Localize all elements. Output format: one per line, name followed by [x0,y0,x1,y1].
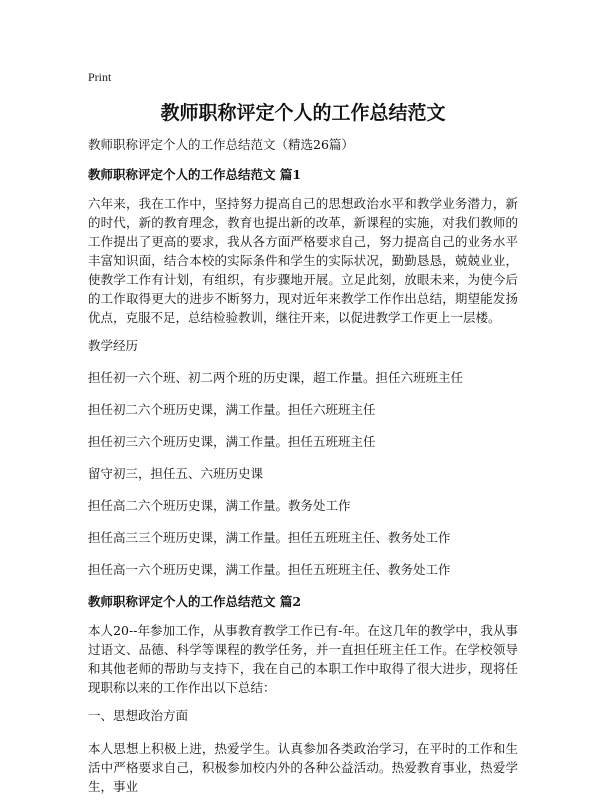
experience-item: 留守初三，担任五、六班历史课 [88,466,264,481]
section-2-heading: 教师职称评定个人的工作总结范文 篇2 [88,594,302,609]
section-2-paragraph-2: 本人思想上积极上进，热爱学生。认真参加各类政治学习，在平时的工作和生活中严格要求自己，积极参加校内外的各种公益活动。热爱教育事业，热爱学生，事业 [88,741,518,794]
experience-item: 担任高三三个班历史课，满工作量。担任五班班主任、教务处工作 [88,530,451,545]
document-subtitle: 教师职称评定个人的工作总结范文（精选26篇） [88,137,354,152]
experience-item: 担任初一六个班、初二两个班的历史课，超工作量。担任六班班主任 [88,370,464,385]
experience-item: 担任初二六个班历史课，满工作量。担任六班班主任 [88,402,376,417]
print-link[interactable]: Print [88,70,112,84]
experience-label: 教学经历 [88,338,139,353]
experience-item: 担任高二六个班历史课，满工作量。教务处工作 [88,498,351,513]
section-2-subheading: 一、思想政治方面 [88,708,189,723]
experience-item: 担任高一六个班历史课，满工作量。担任五班班主任、教务处工作 [88,562,451,577]
page-title: 教师职称评定个人的工作总结范文 [160,102,446,124]
section-1-paragraph: 六年来，我在工作中，坚持努力提高自己的思想政治水平和教学业务潜力，新的时代，新的教育理念，教育也提出新的改革，新课程的实施，对我们教师的工作提出了更高的要求，我从各方面严格要求自己，努力提高自己的业务水平丰富知识面，结合本校的实际条件和学生的实际状况，勤勤恳恳，兢兢业业，使教学工作有计划，有组织，有步骤地开展。立足此刻，放眼未来，为使今后的工作取得更大的进步不断努力，现对近年来教学工作作出总结，期望能发扬优点，克服不足，总结检验教训，继往开来，以促进教学工作更上一层楼。 [88,196,518,325]
section-2-paragraph: 本人20--年参加工作，从事教育教学工作已有-年。在这几年的教学中，我从事过语文、品德、科学等课程的教学任务，并一直担任班主任工作。在学校领导和其他老师的帮助与支持下，我在自己的本职工作中取得了很大进步，现将任现职称以来的工作作出以下总结： [88,623,518,695]
experience-item: 担任初三六个班历史课，满工作量。担任五班班主任 [88,434,376,449]
document-body [88,100,518,806]
section-1-heading: 教师职称评定个人的工作总结范文 篇1 [88,167,302,182]
